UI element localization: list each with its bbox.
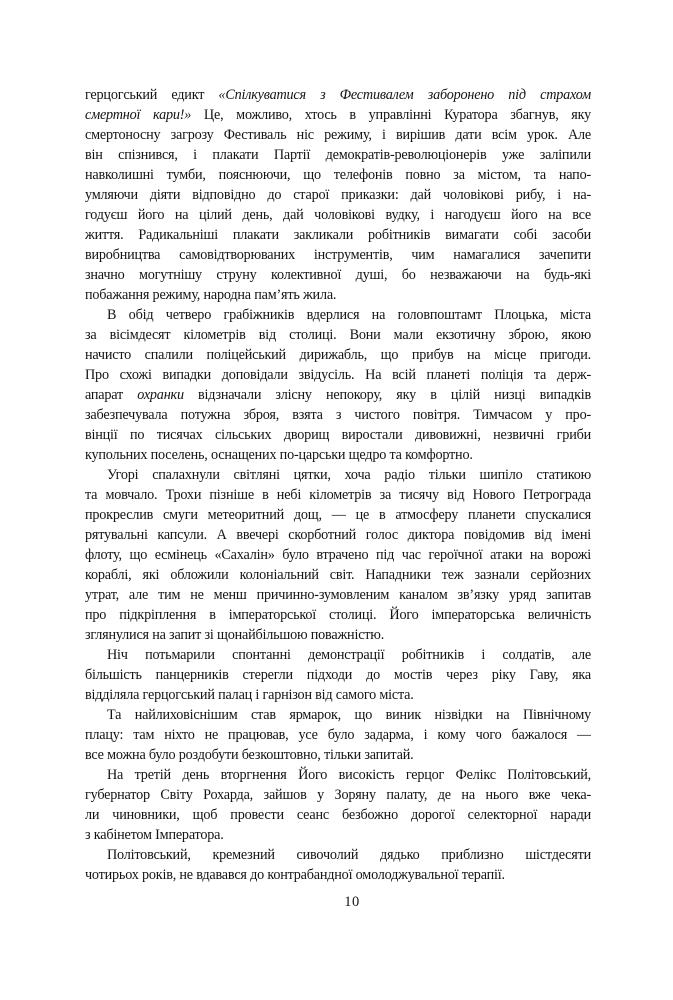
text-line: навколишні тумби, пояснюючи, що телефонів повно за містом, та напо- — [85, 167, 591, 183]
text-line: купольних поселень, оснащених по-царськи щедро та комфортно. — [85, 447, 473, 463]
text-line: герцогський едикт «Спілкуватися з Фестивалем заборонено під страхом — [85, 87, 591, 103]
text-line: умляючи діяти відповідно до старої приказки: дай чоловікові рибу, і на- — [85, 187, 591, 203]
body-text — [85, 85, 591, 885]
text-line: плацу: там ніхто не працював, усе було задарма, і кому чого бажалося — — [85, 727, 591, 743]
text-line: забезпечувала потужна зброя, взята з чистого повітря. Тимчасом у про- — [85, 407, 591, 423]
paragraph — [85, 845, 591, 885]
paragraph — [85, 465, 591, 645]
text-line: про підкріплення в імператорської столиці. Його імператорська величність — [85, 607, 591, 623]
text-line: виробництва самовідтворюваних інструментів, чим намагалися зачепити — [85, 247, 591, 263]
paragraph — [85, 765, 591, 845]
text-line: смертної кари!» Це, можливо, хтось в управлінні Куратора збагнув, яку — [85, 107, 591, 123]
text-line: він спізнився, і плакати Партії демократів-революціонерів уже заліпили — [85, 147, 591, 163]
text-line: Угорі спалахнули світляні цятки, хоча радіо тільки шипіло статикою — [107, 467, 591, 483]
paragraph — [85, 305, 591, 465]
text-line: начисто спалили поліцейський дирижабль, що прибув на місце пригоди. — [85, 347, 591, 363]
text-line: прокреслив смуги метеоритний дощ, — це в атмосферу планети спускалися — [85, 507, 591, 523]
text-line: годуєш його на цілий день, дай чоловікові вудку, і нагодуєш його на все — [85, 207, 591, 223]
text-line: рятувальні капсули. А ввечері скорботний голос диктора повідомив від імені — [85, 527, 591, 543]
text-line: В обід четверо грабіжників вдерлися на головпоштамт Плоцька, міста — [107, 307, 591, 323]
page-number: 10 — [344, 894, 360, 910]
text-line: за вісімдесят кілометрів від столиці. Вони мали екзотичну зброю, якою — [85, 327, 591, 343]
text-line: утрат, але тим не менш причинно-зумовленим каналом зв’язку уряд запитав — [85, 587, 591, 603]
text-line: все можна було роздобути безкоштовно, тільки запитай. — [85, 747, 414, 763]
text-line: вінції по тисячах сільських дворищ виростали дивовижні, незвичні гриби — [85, 427, 591, 443]
text-line: Політовський, кремезний сивочолий дядько приблизно шістдесяти — [107, 847, 591, 863]
text-line: Ніч потьмарили спонтанні демонстрації робітників і солдатів, але — [107, 647, 591, 663]
text-line: чотирьох років, не вдавався до контрабандної омолоджувальної терапії. — [85, 867, 505, 883]
text-line: Та найлиховіснішим став ярмарок, що виник нізвідки на Північному — [107, 707, 591, 723]
text-line: На третій день вторгнення Його високість герцог Фелікс Політовський, — [107, 767, 591, 783]
paragraph — [85, 85, 591, 305]
text-line: та мовчало. Трохи пізніше в небі кілометрів за тисячу від Нового Петрограда — [85, 487, 591, 503]
text-line: відділяла герцогський палац і гарнізон від самого міста. — [85, 687, 414, 703]
text-line: значно могутнішу струну колективної душі, бо незважаючи на будь-які — [85, 267, 591, 283]
text-line: губернатор Світу Рохарда, зайшов у Зоряну палату, де на нього вже чека- — [85, 787, 591, 803]
text-line: апарат охранки відзначали злісну непокору, яку в цілій низці випадків — [85, 387, 591, 403]
text-line: зглянулися на запит зі щонайбільшою поважністю. — [85, 627, 385, 643]
text-line: ли чиновники, щоб провести сеанс безбожно дорогої селекторної наради — [85, 807, 591, 823]
text-line: Про схожі випадки доповідали звідусіль. На всій планеті поліція та держ- — [85, 367, 591, 383]
text-line: більшість панцерників стерегли підходи до мостів через ріку Гаву, яка — [85, 667, 591, 683]
paragraph — [85, 645, 591, 705]
text-line: життя. Радикальніші плакати закликали робітників вимагати собі засоби — [85, 227, 591, 243]
text-line: флоту, що есмінець «Сахалін» було втрачено під час героїчної атаки на ворожі — [85, 547, 591, 563]
text-line: побажання режиму, народна пам’ять жила. — [85, 287, 337, 303]
text-line: смертоносну загрозу Фестиваль ніс режиму, і вирішив дати всім урок. Але — [85, 127, 591, 143]
paragraph — [85, 705, 591, 765]
text-line: з кабінетом Імператора. — [85, 827, 224, 843]
text-line: кораблі, які обложили колоніальний світ. Нападники теж зазнали серйозних — [85, 567, 591, 583]
